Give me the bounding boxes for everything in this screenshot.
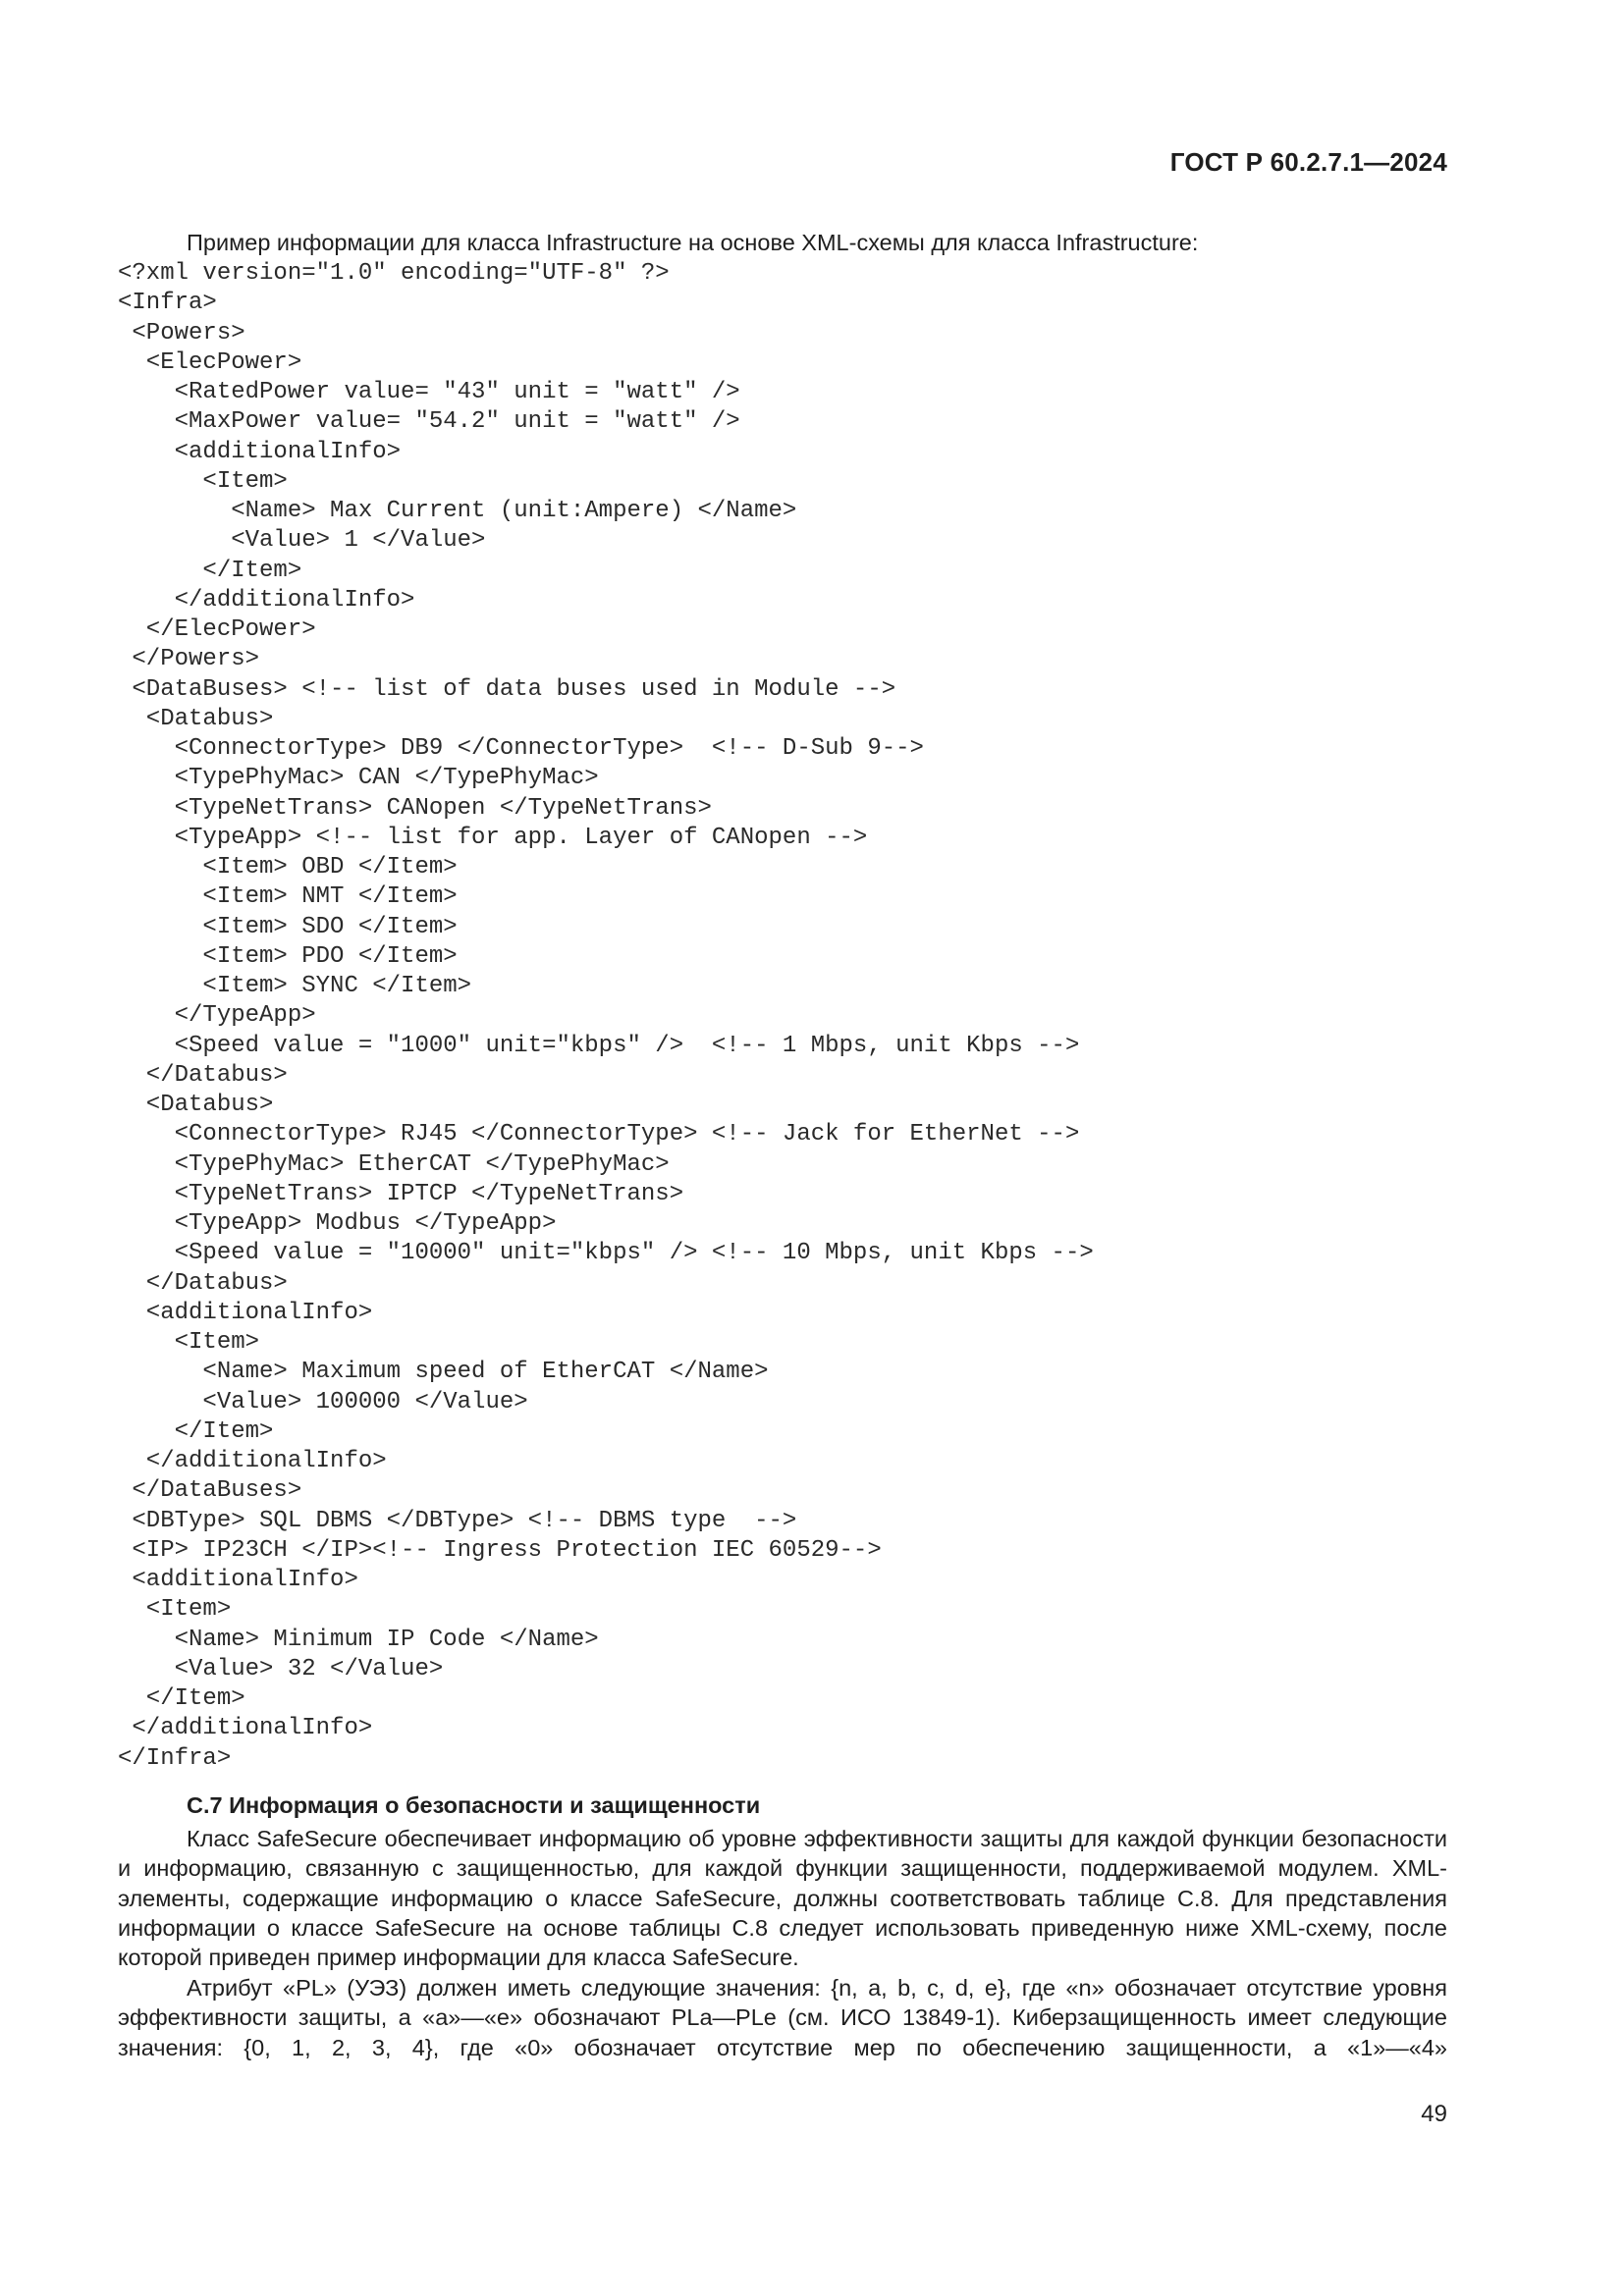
body-paragraph-2: Атрибут «PL» (УЭЗ) должен иметь следующие значения: {n, a, b, c, d, e}, где «n» обозначает отсутствие уровня эффективности защиты, а «а»—«е» обозначают PLa—PLe (см. ИСО 13849-1). Киберзащищенность имеет следующие значения: {0, 1, 2, 3, 4}, где «0» обозначает отсутствие мер по обеспечению защищенности, а «1»—«4» — [118, 1975, 1447, 2060]
body-paragraph-1: Класс SafeSecure обеспечивает информацию об уровне эффективности защиты для каждой функции безопасности и информацию, связанную с защищенностью, для каждой функции защищенности, поддерживаемой модулем. XML-элементы, содержащие информацию о классе SafeSecure, должны соответствовать таблице С.8. Для представления информации о классе SafeSecure на основе таблицы С.8 следует использовать приведенную ниже XML-схему, после которой приведен пример информации для класса SafeSecure. — [118, 1826, 1447, 1970]
code-line: <TypePhyMac> EtherCAT </TypePhyMac> — [118, 1150, 670, 1178]
code-line: <Item> SDO </Item> — [118, 913, 458, 940]
code-line: <Databus> — [118, 705, 274, 732]
code-line: <Value> 32 </Value> — [118, 1655, 444, 1682]
code-line: <Item> NMT </Item> — [118, 883, 458, 911]
section-title: С.7 Информация о безопасности и защищенности — [187, 1792, 761, 1818]
code-line: </DataBuses> — [118, 1477, 302, 1505]
code-line: </Databus> — [118, 1269, 288, 1297]
code-line: </Databus> — [118, 1061, 288, 1089]
code-line: <TypeNetTrans> IPTCP </TypeNetTrans> — [118, 1180, 684, 1207]
code-line: </Item> — [118, 1417, 274, 1445]
code-line: </Item> — [118, 1685, 245, 1712]
code-line: <Name> Max Current (unit:Ampere) </Name> — [118, 498, 797, 524]
code-line: </additionalInfo> — [118, 586, 415, 614]
code-line: <TypeApp> <!-- list for app. Layer of CANopen --> — [118, 824, 868, 851]
code-line: <Infra> — [118, 290, 217, 317]
code-line: <RatedPower value= "43" unit = "watt" /> — [118, 379, 740, 405]
code-line: <IP> IP23CH </IP><!-- Ingress Protection IEC 60529--> — [118, 1536, 882, 1564]
code-line: <Powers> — [118, 319, 245, 347]
code-line: <Databus> — [118, 1092, 274, 1118]
code-line: <Item> — [118, 1596, 232, 1624]
code-line: <Value> 1 </Value> — [118, 527, 486, 555]
page-number: 49 — [1421, 2101, 1447, 2127]
code-line: <TypeApp> Modbus </TypeApp> — [118, 1210, 557, 1237]
code-line: </additionalInfo> — [118, 1448, 387, 1474]
code-line: <?xml version="1.0" encoding="UTF-8" ?> — [118, 260, 670, 287]
code-line: <Item> SYNC </Item> — [118, 973, 472, 999]
code-line: <ElecPower> — [118, 348, 302, 376]
code-line: <TypePhyMac> CAN </TypePhyMac> — [118, 765, 599, 792]
code-line: <additionalInfo> — [118, 438, 402, 465]
code-line: <ConnectorType> DB9 </ConnectorType> <!-- D-Sub 9--> — [118, 735, 924, 762]
document-header: ГОСТ Р 60.2.7.1—2024 — [1169, 147, 1447, 177]
code-line: <TypeNetTrans> CANopen </TypeNetTrans> — [118, 794, 712, 822]
code-line: <Item> OBD </Item> — [118, 854, 458, 881]
code-line: </TypeApp> — [118, 1002, 316, 1030]
code-line: <Item> PDO </Item> — [118, 942, 458, 970]
code-line: </ElecPower> — [118, 616, 316, 643]
code-line: <Item> — [118, 1329, 260, 1356]
code-line: </Item> — [118, 557, 302, 584]
xml-code-block — [118, 259, 1094, 1774]
code-line: </Infra> — [118, 1744, 232, 1772]
code-line: <Speed value = "1000" unit="kbps" /> <!-- 1 Mbps, unit Kbps --> — [118, 1032, 1080, 1059]
code-line: <additionalInfo> — [118, 1567, 358, 1593]
code-line: <ConnectorType> RJ45 </ConnectorType> <!-- Jack for EtherNet --> — [118, 1121, 1080, 1148]
code-line: </additionalInfo> — [118, 1715, 373, 1742]
code-line: <Name> Minimum IP Code </Name> — [118, 1626, 599, 1653]
code-line: <Value> 100000 </Value> — [118, 1388, 528, 1415]
code-line: <Name> Maximum speed of EtherCAT </Name> — [118, 1359, 769, 1386]
code-line: <DataBuses> <!-- list of data buses used in Module --> — [118, 675, 896, 703]
code-line: <Speed value = "10000" unit="kbps" /> <!-- 10 Mbps, unit Kbps --> — [118, 1240, 1094, 1267]
code-line: </Powers> — [118, 646, 260, 673]
code-line: <Item> — [118, 467, 288, 495]
code-line: <additionalInfo> — [118, 1299, 373, 1326]
code-line: <DBType> SQL DBMS </DBType> <!-- DBMS type --> — [118, 1507, 797, 1534]
code-line: <MaxPower value= "54.2" unit = "watt" /> — [118, 408, 740, 436]
intro-text: Пример информации для класса Infrastructure на основе XML-схемы для класса Infrastructure: — [187, 230, 1199, 255]
